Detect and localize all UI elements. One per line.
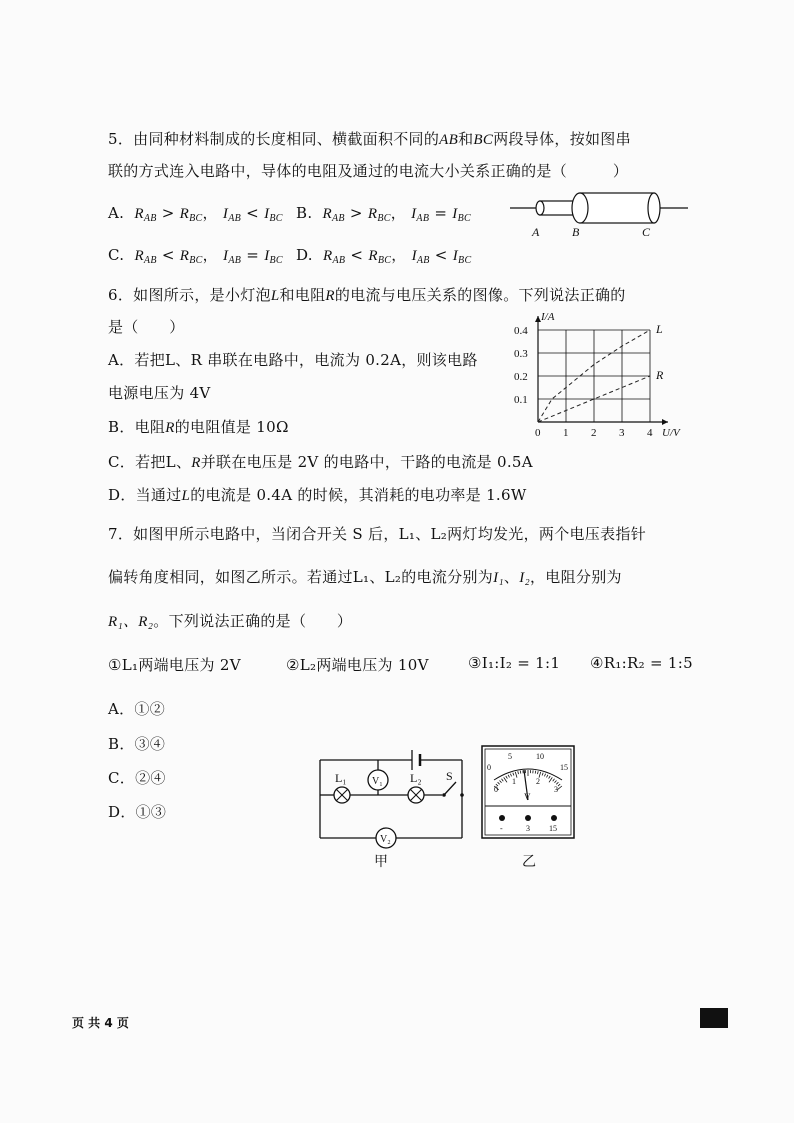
dial-top-0: 0 [487, 763, 491, 772]
s-label: S [446, 769, 453, 783]
q5-conductor-figure [510, 188, 690, 240]
y-axis-label: I/A [541, 311, 555, 323]
meter-caption: 乙 [522, 854, 536, 870]
lamp-l1-symbol [334, 787, 350, 803]
dial-bottom-1: 1 [512, 777, 516, 786]
q5-option-a[interactable]: A. $R_{AB} > R_{BC}$， $I_{AB} < I_{BC}$ [108, 204, 283, 224]
q6-option-a-line2: 电源电压为 4V [108, 384, 211, 402]
dial-tick [520, 771, 521, 774]
terminal-15 [551, 815, 557, 821]
dial-bottom-0: 0 [494, 785, 498, 794]
series-label-L: L [656, 322, 663, 336]
q7-stem-line2: 偏转角度相同，如图乙所示。若通过L₁、L₂的电流分别为I₁、I₂，电阻分别为 [108, 568, 622, 586]
x-tick-label: 4 [647, 427, 653, 439]
x-tick-label: 3 [619, 427, 625, 439]
q6-option-d[interactable]: D．当通过L的电流是 0.4A 的时候，其消耗的电功率是 1.6W [108, 486, 527, 504]
y-tick-label: 0.1 [514, 394, 528, 406]
q6-option-b[interactable]: B．电阻R的电阻值是 10Ω [108, 418, 289, 436]
q6-option-c[interactable]: C．若把L、R并联在电压是 2V 的电路中，干路的电流是 0.5A [108, 453, 533, 471]
q6-stem-line2: 是（ ） [108, 318, 185, 336]
q7-statement-3: ③I₁:I₂ = 1:1 [468, 654, 561, 672]
terminal-3 [525, 815, 531, 821]
page-marker-block [700, 1008, 728, 1028]
x-tick-label: 0 [535, 427, 541, 439]
q7-option-c[interactable]: C．②④ [108, 769, 166, 787]
q5-label-b: B [572, 225, 580, 239]
battery-symbol [412, 750, 420, 770]
terminal-minus-label: - [500, 824, 503, 833]
dial-top-10: 10 [536, 752, 544, 761]
q5-option-c[interactable]: C. $R_{AB} < R_{BC}$， $I_{AB} = I_{BC}$ [108, 246, 283, 266]
q7-statement-2: ②L₂两端电压为 10V [286, 656, 429, 674]
q7-statement-4: ④R₁:R₂ = 1:5 [590, 654, 693, 672]
dial-top-5: 5 [508, 752, 512, 761]
dial-bottom-2: 2 [536, 777, 540, 786]
q6-option-a-line1[interactable]: A．若把L、R 串联在电路中，电流为 0.2A，则该电路 [108, 351, 478, 369]
terminal-minus [499, 815, 505, 821]
switch-s-symbol [442, 782, 464, 797]
terminal-15-label: 15 [549, 824, 557, 833]
q7-option-d[interactable]: D．①③ [108, 803, 167, 821]
x-axis-label: U/V [662, 427, 680, 439]
dial-unit: V [524, 792, 531, 802]
q5-option-d[interactable]: D. $R_{AB} < R_{BC}$， $I_{AB} < I_{BC}$ [296, 246, 472, 266]
x-axis-arrow [662, 419, 668, 425]
q5-stem-line2: 联的方式连入电路中，导体的电阻及通过的电流大小关系正确的是（ ） [108, 162, 629, 180]
x-tick-label: 1 [563, 427, 569, 439]
x-tick-label: 2 [591, 427, 597, 439]
q5-label-c: C [642, 225, 651, 239]
iu-chart [505, 310, 685, 439]
q7-circuit-diagram [316, 740, 466, 870]
q7-stem-line3: R₁、R₂。下列说法正确的是（ ） [108, 612, 353, 630]
page-footer: 页 共 4 页 [72, 1016, 129, 1030]
lamp-l2-symbol [408, 787, 424, 803]
q5-option-b[interactable]: B. $R_{AB} > R_{BC}$， $I_{AB} = I_{BC}$ [296, 204, 471, 224]
q5-label-a: A [532, 225, 540, 239]
dial-bottom-3: 3 [554, 785, 558, 794]
y-tick-label: 0.3 [514, 348, 528, 360]
dial-tick [535, 771, 536, 774]
q7-voltmeter-dial [480, 744, 580, 870]
q5-stem-line1: 5．由同种材料制成的长度相同、横截面积不同的AB和BC两段导体，按如图串 [108, 130, 631, 148]
q6-stem-line1: 6．如图所示，是小灯泡L和电阻R的电流与电压关系的图像。下列说法正确的 [108, 286, 626, 304]
series-label-R: R [656, 368, 664, 382]
circuit-caption: 甲 [374, 854, 388, 870]
l2-label: L₂ [410, 771, 422, 785]
terminal-3-label: 3 [526, 824, 530, 833]
v1-label: V₁ [372, 776, 383, 787]
y-tick-label: 0.2 [514, 371, 528, 383]
l1-label: L₁ [335, 771, 347, 785]
y-tick-label: 0.4 [514, 325, 528, 337]
q7-option-a[interactable]: A．①② [108, 700, 166, 718]
q7-statement-1: ①L₁两端电压为 2V [108, 656, 241, 674]
q7-stem-line1: 7．如图甲所示电路中，当闭合开关 S 后，L₁、L₂两灯均发光，两个电压表指针 [108, 525, 647, 543]
v2-label: V₂ [380, 834, 391, 845]
q7-option-b[interactable]: B．③④ [108, 735, 166, 753]
dial-top-15: 15 [560, 763, 568, 772]
